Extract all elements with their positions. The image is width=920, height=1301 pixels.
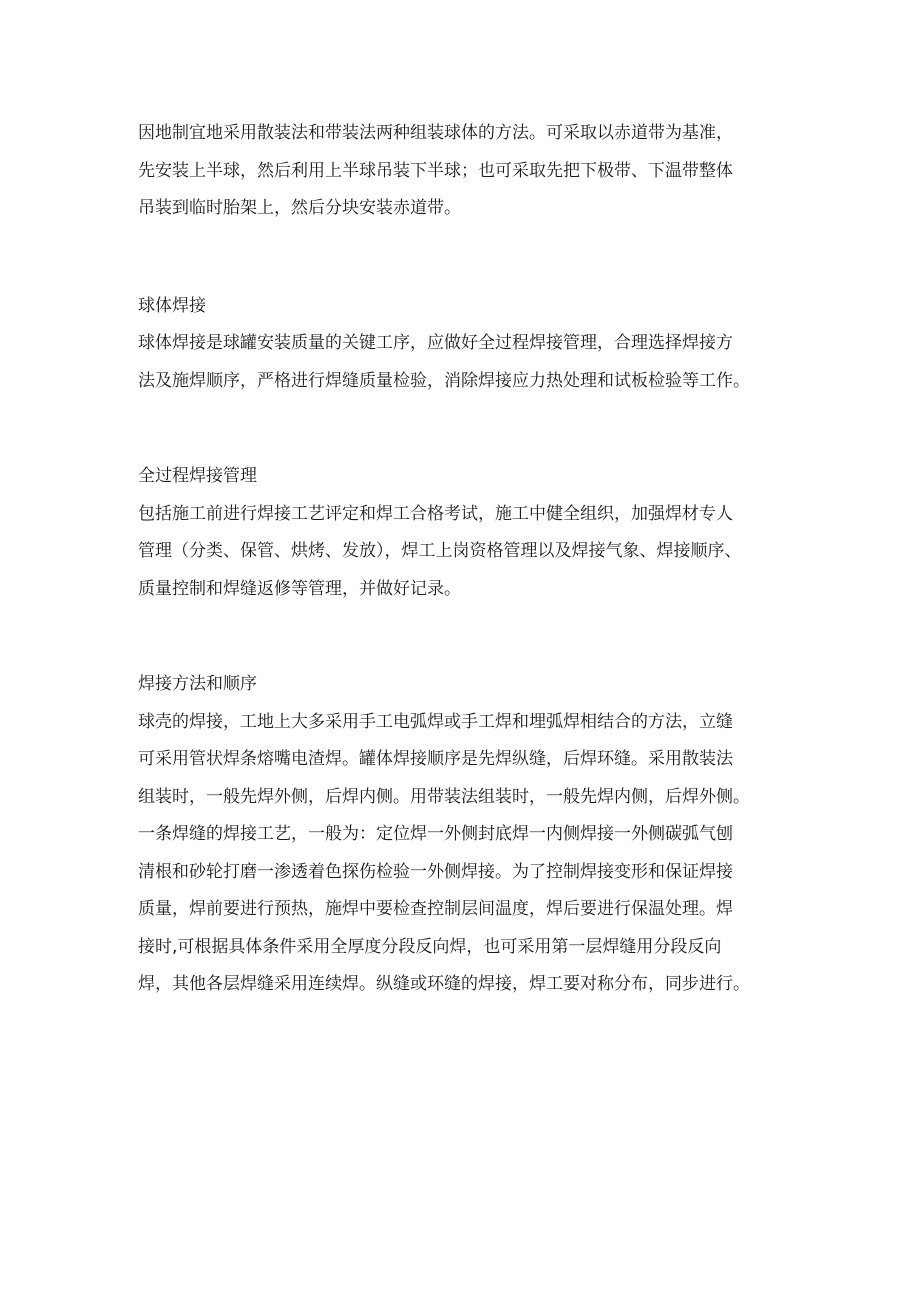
text-line: 球体焊接是球罐安装质量的关键工序，应做好全过程焊接管理，合理选择焊接方 — [138, 333, 733, 353]
section-welding-management — [138, 458, 798, 608]
section-heading: 球体焊接 — [138, 295, 206, 316]
text-line: 质量，焊前要进行预热，施焊中要检查控制层间温度，焊后要进行保温处理。焊 — [138, 899, 733, 919]
section-paragraph — [138, 325, 798, 400]
section-heading: 焊接方法和顺序 — [138, 674, 257, 694]
text-line: 清根和砂轮打磨一渗透着色探伤检验一外侧焊接。为了控制焊接变形和保证焊接 — [138, 861, 733, 882]
section-heading: 全过程焊接管理 — [138, 466, 257, 486]
text-line: 包括施工前进行焊接工艺评定和焊工合格考试，施工中健全组织，加强焊材专人 — [138, 503, 733, 524]
intro-paragraph — [138, 115, 798, 228]
section-paragraph — [138, 496, 798, 609]
text-line: 可采用管状焊条熔嘴电渣焊。罐体焊接顺序是先焊纵缝，后焊环缝。采用散装法 — [138, 749, 733, 769]
text-line: 法及施焊顺序，严格进行焊缝质量检验，消除焊接应力热处理和试板检验等工作。 — [138, 370, 750, 391]
text-line: 吊装到临时胎架上，然后分块安装赤道带。 — [138, 198, 461, 218]
text-line: 球壳的焊接，工地上大多采用手工电弧焊或手工焊和埋弧焊相结合的方法，立缝 — [138, 711, 733, 732]
text-line: 质量控制和焊缝返修等管理，并做好记录。 — [138, 578, 461, 599]
section-paragraph — [138, 704, 798, 1004]
text-line: 焊，其他各层焊缝采用连续焊。纵缝或环缝的焊接，焊工要对称分布，同步进行。 — [138, 974, 750, 994]
text-line: 组装时，一般先焊外侧，后焊内侧。用带装法组装时，一般先焊内侧，后焊外侧。 — [138, 786, 750, 807]
text-line: 一条焊缝的焊接工艺，一般为：定位焊一外侧封底焊一内侧焊接一外侧碳弧气刨 — [138, 824, 733, 844]
text-line: 管理（分类、保管、烘烤、发放），焊工上岗资格管理以及焊接气象、焊接顺序、 — [138, 541, 742, 561]
text-line: 因地制宜地采用散装法和带装法两种组装球体的方法。可采取以赤道带为基准， — [138, 123, 733, 143]
section-sphere-welding — [138, 288, 798, 401]
section-welding-method — [138, 666, 798, 1004]
text-line: 接时,可根据具体条件采用全厚度分段反向焊，也可采用第一层焊缝用分段反向 — [138, 936, 722, 957]
text-line: 先安装上半球，然后利用上半球吊装下半球；也可采取先把下极带、下温带整体 — [138, 160, 733, 181]
document-body — [138, 115, 798, 1004]
